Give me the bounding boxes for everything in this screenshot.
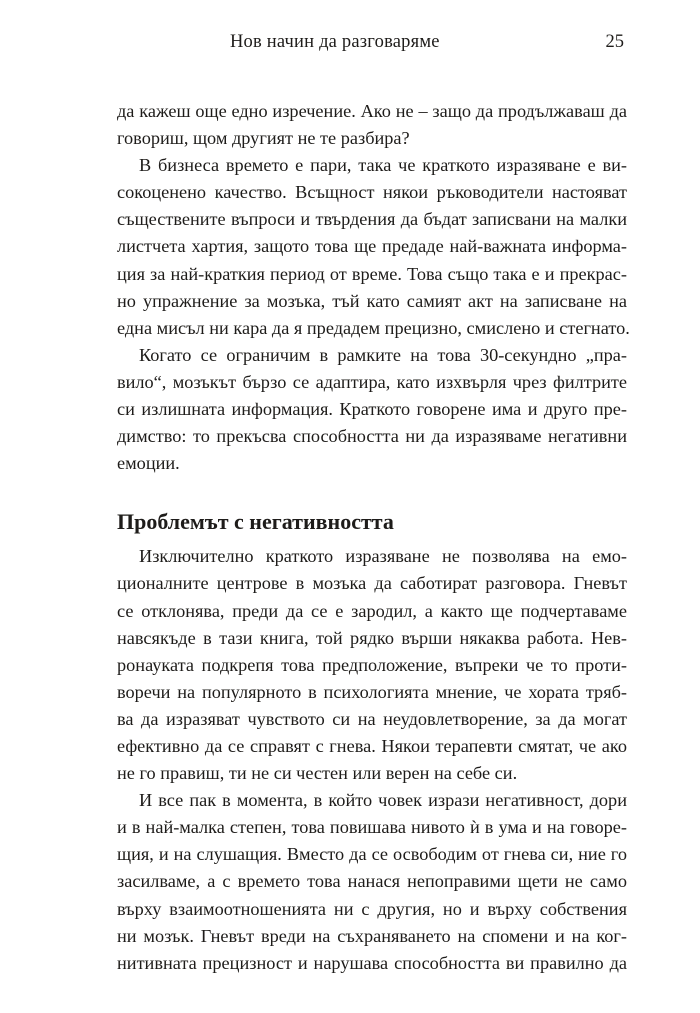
text-line: съществените въпроси и твърдения да бъдат записвани на малки [117, 209, 627, 230]
text-line: вило“, мозъкът бързо се адаптира, като изхвърля чрез филтрите [117, 371, 627, 392]
running-header [0, 32, 700, 60]
text-line: сокоценено качество. Всъщност някои ръководители настояват [117, 182, 627, 203]
text-line: димство: то прекъсва способността ни да изразяваме негативни [117, 426, 627, 447]
text-line: И все пак в момента, в който човек изрази негативност, дори [139, 790, 627, 811]
text-line: си излишната информация. Краткото говорене има и друго пре- [117, 399, 627, 420]
text-line: В бизнеса времето е пари, така че краткото изразяване е ви- [139, 155, 627, 176]
text-line: Когато се ограничим в рамките на това 30-секундно „пра- [139, 344, 627, 365]
text-line: се отклонява, преди да се е зародил, а както ще подчертаваме [117, 600, 627, 621]
text-line: емоции. [117, 453, 180, 474]
paragraph [117, 98, 627, 152]
page-number: 25 [605, 32, 624, 52]
text-line: Изключително краткото изразяване не позволява на емо- [139, 546, 627, 567]
text-line: говориш, щом другият не те разбира? [117, 128, 410, 149]
text-line: да кажеш още едно изречение. Ако не – защо да продължаваш да [117, 101, 627, 121]
text-line: навсякъде в тази книга, той рядко върши някаква работа. Нев- [117, 627, 627, 648]
text-line: засилваме, а с времето това нанася непоправими щети не само [117, 871, 627, 892]
running-title: Нов начин да разговаряме [230, 32, 440, 52]
section-heading: Проблемът с негативността [117, 509, 394, 535]
text-line: една мисъл ни кара да я предадем прецизно, смислено и стегнато. [117, 317, 630, 338]
paragraph [117, 342, 627, 477]
text-line: и в най-малка степен, това повишава нивото ѝ в ума и на говоре- [117, 817, 627, 838]
paragraph [117, 787, 627, 977]
text-line: листчета хартия, защото това ще предаде най-важната информа- [117, 236, 627, 257]
text-line: не го правиш, ти не си честен или верен на себе си. [117, 763, 518, 784]
text-line: воречи на популярното в психологията мнение, че хората тряб- [117, 681, 627, 702]
text-line: ронауката подкрепя това предположение, въпреки че то проти- [117, 654, 627, 675]
text-line: но упражнение за мозъка, тъй като самият акт на записване на [117, 290, 627, 311]
text-line: щия, и на слушащия. Вместо да се освободим от гнева си, ние го [117, 844, 627, 865]
text-line: ционалните центрове в мозъка да саботират разговора. Гневът [117, 573, 627, 594]
text-line: ция за най-краткия период от време. Това също така е и прекрас- [117, 263, 627, 284]
text-line: върху взаимоотношенията ни с другия, но и върху собствения [117, 898, 627, 919]
paragraph [117, 543, 627, 787]
text-line: ни мозък. Гневът вреди на съхраняването на спомени и на ког- [117, 925, 627, 946]
paragraph [117, 152, 630, 342]
text-line: ва да изразяват чувството си на неудовлетворение, за да могат [117, 708, 627, 729]
text-line: нитивната прецизност и нарушава способността ви правилно да [117, 952, 627, 973]
text-line: ефективно да се справят с гнева. Някои терапевти смятат, че ако [117, 735, 627, 756]
body-text [117, 98, 630, 977]
